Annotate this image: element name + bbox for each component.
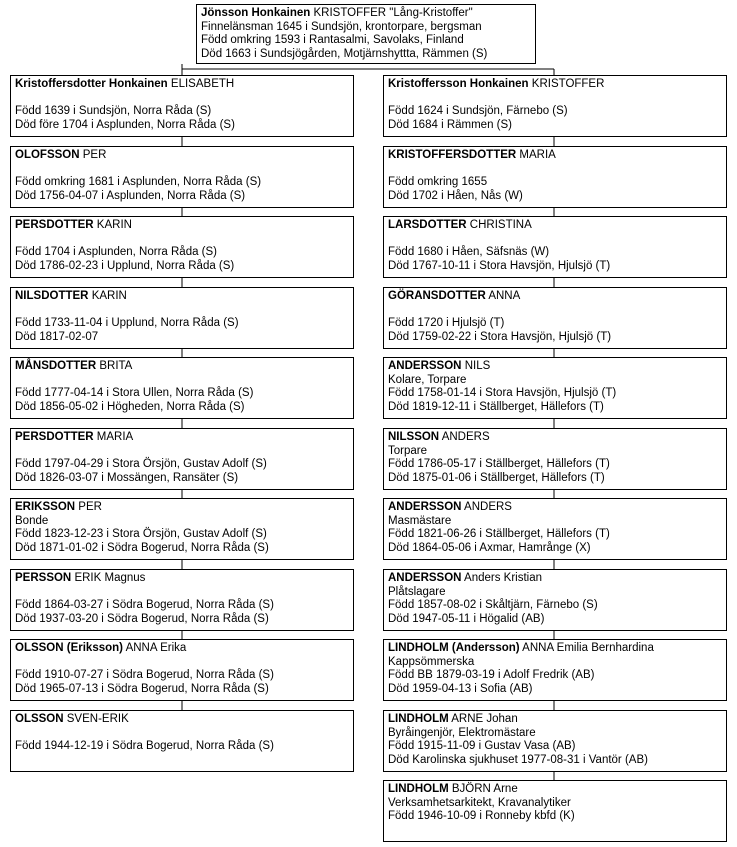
person-given-name: ANNA Emilia Bernhardina (522, 642, 654, 654)
person-surname: LINDHOLM (388, 713, 449, 725)
person-surname: Kristoffersdotter Honkainen (15, 78, 168, 90)
person-box-left (10, 287, 354, 349)
person-born: Född 1639 i Sundsjön, Norra Råda (S) (15, 105, 212, 117)
person-box-left (10, 216, 354, 278)
person-given-name: ELISABETH (170, 78, 235, 90)
person-born: Född 1758-01-14 i Stora Havsjön, Hjulsjö (T) (388, 387, 617, 399)
person-box-right (383, 357, 727, 419)
person-occupation: Kappsömmerska (388, 655, 475, 668)
person-box-left (10, 428, 354, 490)
person-surname: OLOFSSON (15, 149, 80, 161)
person-box-left (10, 357, 354, 419)
person-died (388, 824, 722, 838)
person-born: Född 1823-12-23 i Stora Örsjön, Gustav Adolf (S) (15, 528, 267, 540)
person-given-name: KRISTOFFER "Lång-Kristoffer" (313, 7, 473, 19)
person-surname: LARSDOTTER (388, 219, 467, 231)
person-given-name: PER (78, 501, 102, 513)
person-born: Född 1720 i Hjulsjö (T) (388, 317, 505, 329)
person-died: Död 1959-04-13 i Sofia (AB) (388, 682, 533, 695)
person-occupation (15, 727, 349, 741)
person-occupation (388, 92, 722, 106)
person-box-right (383, 75, 727, 137)
person-box-right (383, 287, 727, 349)
person-surname: LINDHOLM (Andersson) (388, 642, 520, 654)
person-born: Född 1680 i Håen, Säfsnäs (W) (388, 246, 550, 258)
person-born: Född 1797-04-29 i Stora Örsjön, Gustav Adolf (S) (15, 458, 267, 470)
person-died: Död 1864-05-06 i Axmar, Hamrånge (X) (388, 541, 591, 554)
person-surname: PERSSON (15, 572, 72, 584)
person-died: Död 1767-10-11 i Stora Havsjön, Hjulsjö (T) (388, 259, 611, 272)
person-box-left (10, 146, 354, 208)
person-died: Död 1759-02-22 i Stora Havsjön, Hjulsjö (T) (388, 330, 612, 343)
person-born: Född 1777-04-14 i Stora Ullen, Norra Råda (S) (15, 387, 254, 399)
person-died: Död 1819-12-11 i Ställberget, Hällefors (T) (388, 400, 604, 413)
person-occupation: Plåtslagare (388, 585, 446, 598)
person-surname: PERSDOTTER (15, 431, 94, 443)
person-occupation: Bonde (15, 514, 49, 527)
person-occupation (15, 92, 349, 106)
person-died: Död 1684 i Rämmen (S) (388, 118, 512, 131)
person-box-left (10, 498, 354, 560)
person-given-name: BJÖRN Arne (451, 783, 518, 795)
person-died: Död 1786-02-23 i Upplund, Norra Råda (S) (15, 259, 235, 272)
person-box-right (383, 780, 727, 842)
person-occupation (15, 656, 349, 670)
person-occupation: Byråingenjör, Elektromästare (388, 726, 536, 739)
person-box-left (10, 639, 354, 701)
person-born: Född 1733-11-04 i Upplund, Norra Råda (S) (15, 317, 239, 329)
person-given-name: PER (82, 149, 107, 161)
person-surname: Jönsson Honkainen (201, 7, 311, 19)
person-box-right (383, 569, 727, 631)
person-occupation (15, 304, 349, 318)
person-born: Född 1857-08-02 i Skåltjärn, Färnebo (S) (388, 599, 598, 611)
person-box-right (383, 639, 727, 701)
person-born: Född 1910-07-27 i Södra Bogerud, Norra Råda (S) (15, 669, 274, 681)
person-given-name: SVEN-ERIK (66, 713, 129, 725)
person-surname: ANDERSSON (388, 360, 462, 372)
person-occupation (388, 304, 722, 318)
person-died (15, 754, 349, 768)
person-box-right (383, 146, 727, 208)
person-died: Död före 1704 i Asplunden, Norra Råda (S) (15, 118, 235, 131)
person-box-right (383, 498, 727, 560)
person-box-top (196, 4, 536, 64)
person-surname: ANDERSSON (388, 501, 462, 513)
person-died: Död 1756-04-07 i Asplunden, Norra Råda (S) (15, 189, 246, 202)
person-given-name: ANNA Erika (125, 642, 187, 654)
person-born: Född omkring 1593 i Rantasalmi, Savolaks, Finland (201, 34, 464, 46)
person-died: Död 1702 i Håen, Nås (W) (388, 189, 523, 202)
person-born: Född omkring 1681 i Asplunden, Norra Råda (S) (15, 176, 262, 188)
person-born: Född 1864-03-27 i Södra Bogerud, Norra Råda (S) (15, 599, 274, 611)
person-born: Född 1946-10-09 i Ronneby kbfd (K) (388, 810, 575, 822)
person-occupation (15, 445, 349, 459)
person-given-name: BRITA (99, 360, 133, 372)
person-surname: GÖRANSDOTTER (388, 290, 486, 302)
person-died: Död 1856-05-02 i Högheden, Norra Råda (S) (15, 400, 245, 413)
person-given-name: MARIA (519, 149, 556, 161)
person-box-left (10, 710, 354, 772)
person-given-name: ANDERS (441, 431, 490, 443)
person-surname: LINDHOLM (388, 783, 449, 795)
person-surname: OLSSON (15, 713, 64, 725)
person-born: Född omkring 1655 (388, 176, 488, 188)
person-surname: KRISTOFFERSDOTTER (388, 149, 517, 161)
person-surname: Kristoffersson Honkainen (388, 78, 529, 90)
person-born: Född 1915-11-09 i Gustav Vasa (AB) (388, 740, 576, 752)
person-born: Född 1704 i Asplunden, Norra Råda (S) (15, 246, 218, 258)
person-occupation (15, 374, 349, 388)
person-given-name: KARIN (96, 219, 132, 231)
person-died: Död 1817-02-07 (15, 330, 99, 343)
person-given-name: ANDERS (464, 501, 512, 513)
person-occupation: Verksamhetsarkitekt, Kravanalytiker (388, 796, 571, 809)
person-occupation: Kolare, Torpare (388, 373, 467, 386)
person-box-right (383, 216, 727, 278)
person-given-name: ARNE Johan (451, 713, 518, 725)
person-born: Född BB 1879-03-19 i Adolf Fredrik (AB) (388, 669, 595, 681)
person-died: Död 1965-07-13 i Södra Bogerud, Norra Råda (S) (15, 682, 269, 695)
person-occupation (15, 586, 349, 600)
person-given-name: NILS (464, 360, 491, 372)
person-occupation (15, 163, 349, 177)
person-surname: ANDERSSON (388, 572, 462, 584)
person-died: Död 1826-03-07 i Mossängen, Ransäter (S) (15, 471, 239, 484)
person-given-name: Anders Kristian (464, 572, 543, 584)
person-box-left (10, 75, 354, 137)
person-died: Död 1663 i Sundsjögården, Motjärnshyttta, Rämmen (S) (201, 47, 488, 60)
person-surname: MÅNSDOTTER (15, 360, 97, 372)
person-surname: PERSDOTTER (15, 219, 94, 231)
person-surname: OLSSON (Eriksson) (15, 642, 123, 654)
person-given-name: KARIN (91, 290, 127, 302)
person-given-name: ANNA (488, 290, 521, 302)
person-given-name: ERIK Magnus (74, 572, 146, 584)
person-died: Död Karolinska sjukhuset 1977-08-31 i Vantör (AB) (388, 753, 648, 766)
person-surname: NILSDOTTER (15, 290, 89, 302)
person-died: Död 1871-01-02 i Södra Bogerud, Norra Råda (S) (15, 541, 269, 554)
person-given-name: MARIA (96, 431, 134, 443)
person-occupation: Masmästare (388, 514, 452, 527)
person-given-name: KRISTOFFER (531, 78, 605, 90)
person-occupation: Torpare (388, 444, 427, 457)
person-box-right (383, 710, 727, 772)
person-occupation: Finnelänsman 1645 i Sundsjön, krontorpare, bergsman (201, 20, 482, 33)
person-born: Född 1624 i Sundsjön, Färnebo (S) (388, 105, 568, 117)
person-box-left (10, 569, 354, 631)
person-born: Född 1821-06-26 i Ställberget, Hällefors (T) (388, 528, 610, 540)
person-born: Född 1944-12-19 i Södra Bogerud, Norra Råda (S) (15, 740, 274, 752)
person-died: Död 1937-03-20 i Södra Bogerud, Norra Råda (S) (15, 612, 269, 625)
person-died: Död 1875-01-06 i Ställberget, Hällefors (T) (388, 471, 605, 484)
person-surname: ERIKSSON (15, 501, 76, 513)
person-born: Född 1786-05-17 i Ställberget, Hällefors (T) (388, 458, 610, 470)
person-occupation (388, 233, 722, 247)
person-box-right (383, 428, 727, 490)
person-occupation (15, 233, 349, 247)
person-died: Död 1947-05-11 i Högalid (AB) (388, 612, 545, 625)
person-surname: NILSSON (388, 431, 440, 443)
person-given-name: CHRISTINA (469, 219, 532, 231)
person-occupation (388, 163, 722, 177)
